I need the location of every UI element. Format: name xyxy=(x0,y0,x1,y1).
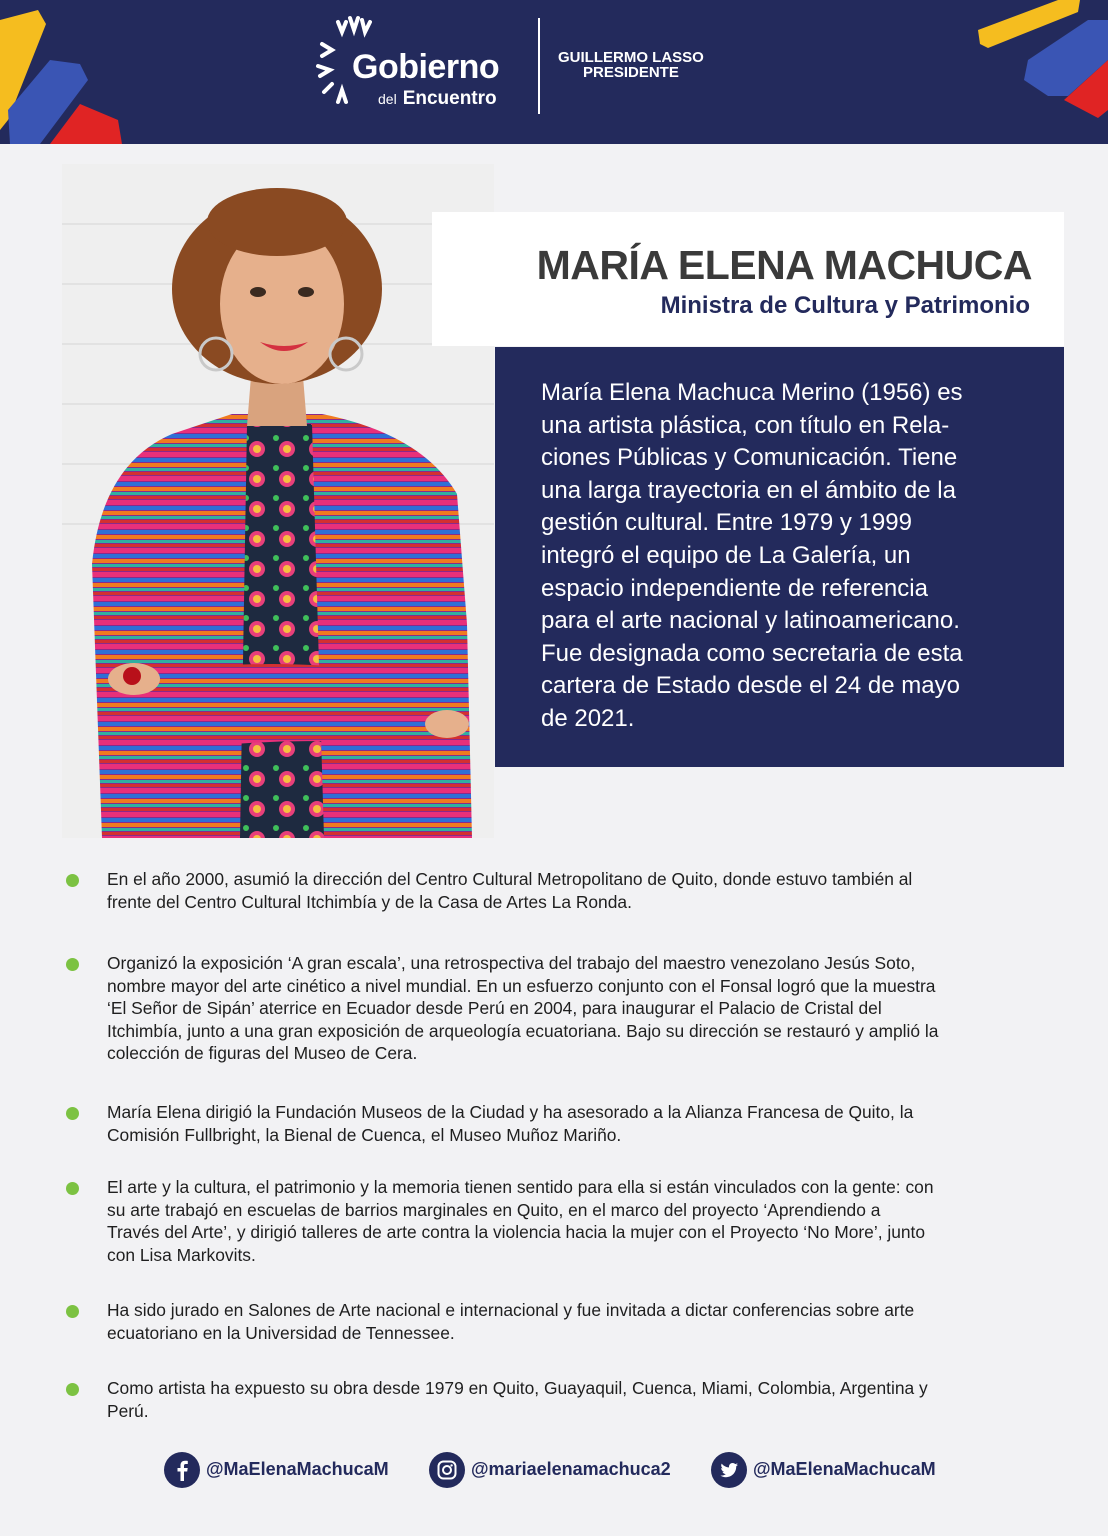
portrait-illustration xyxy=(62,164,494,838)
portrait-photo xyxy=(62,164,494,838)
bullet-line: Organizó la exposición ‘A gran escala’, una retrospectiva del trabajo del maestro venezolano Jesús Soto, xyxy=(107,953,916,973)
facebook-handle[interactable]: @MaElenaMachucaM xyxy=(206,1459,389,1479)
bullet-dot xyxy=(66,1383,79,1396)
president-role: PRESIDENTE xyxy=(582,64,679,81)
bullet-text xyxy=(107,1377,1067,1422)
bio-line: ciones Públicas y Comunicación. Tiene xyxy=(541,444,958,472)
bullet-line: su arte trabajó en escuelas de barrios marginales en Quito, en el marco del proyecto ‘Aprendiendo a xyxy=(107,1199,881,1220)
instagram-icon[interactable] xyxy=(429,1452,465,1488)
facebook-icon[interactable] xyxy=(164,1452,200,1488)
bullet-line: Como artista ha expuesto su obra desde 1979 en Quito, Guayaquil, Cuenca, Miami, Colombia, Argentina y xyxy=(107,1378,928,1398)
bullet-line: nombre mayor del arte cinético a nivel mundial. En un esfuerzo conjunto con el Fonsal logró que la muestra xyxy=(107,975,936,996)
logo-subtitle xyxy=(378,88,497,110)
bio-line: una larga trayectoria en el ámbito de la xyxy=(541,476,956,504)
logo-subtitle-main: Encuentro xyxy=(402,88,497,109)
president-label xyxy=(558,50,704,80)
bullet-line: con Lisa Markovits. xyxy=(107,1244,256,1265)
bio-line: gestión cultural. Entre 1979 y 1999 xyxy=(541,509,912,537)
decorative-shapes-left xyxy=(0,0,130,144)
bullet-text xyxy=(107,1101,1067,1146)
twitter-icon[interactable] xyxy=(711,1452,747,1488)
bullet-dot xyxy=(66,1182,79,1195)
header-banner xyxy=(0,0,1108,144)
bio-line: de 2021. xyxy=(541,704,635,732)
bullet-text xyxy=(107,952,1067,1065)
bullet-line: María Elena dirigió la Fundación Museos de la Ciudad y ha asesorado a la Alianza Francesa de Quito, la xyxy=(107,1102,914,1122)
bio-line: Fue designada como secretaria de esta xyxy=(541,639,963,667)
bullet-line: El arte y la cultura, el patrimonio y la memoria tienen sentido para ella si están vinculados con la gente: con xyxy=(107,1177,934,1197)
logo-title: Gobierno xyxy=(352,48,500,86)
bio-line: para el arte nacional y latinoamericano. xyxy=(541,607,960,635)
twitter-handle[interactable]: @MaElenaMachucaM xyxy=(753,1459,936,1479)
bullet-line: colección de figuras del Museo de Cera. xyxy=(107,1043,418,1064)
bullet-line: Itchimbía, junto a una gran exposición de arqueología ecuatoriana. Bajo su dirección se restauró y amplió la xyxy=(107,1020,939,1041)
government-logo xyxy=(312,14,732,124)
bullet-line: En el año 2000, asumió la dirección del Centro Cultural Metropolitano de Quito, donde estuvo también al xyxy=(107,869,913,889)
bullet-line: ecuatoriano en la Universidad de Tennessee. xyxy=(107,1322,455,1343)
person-role: Ministra de Cultura y Patrimonio xyxy=(660,292,1030,319)
bullet-line: Través del Arte’, y dirigió talleres de arte contra la violencia hacia la mujer con el Proyecto ‘No More’, junto xyxy=(107,1222,926,1243)
instagram-handle[interactable]: @mariaelenamachuca2 xyxy=(471,1459,671,1479)
bullet-text xyxy=(107,1176,1067,1266)
bullet-dot xyxy=(66,958,79,971)
bullet-line: Ha sido jurado en Salones de Arte nacional e internacional y fue invitada a dictar conferencias sobre arte xyxy=(107,1300,915,1320)
name-card xyxy=(432,212,1064,346)
logo-divider xyxy=(538,18,540,114)
bio-line: integró el equipo de La Galería, un xyxy=(541,541,911,569)
person-name: MARÍA ELENA MACHUCA xyxy=(536,242,1032,288)
bullet-text xyxy=(107,1299,1067,1344)
logo-subtitle-small: del xyxy=(378,91,397,107)
decorative-shapes-right xyxy=(968,0,1108,144)
bio-text xyxy=(541,377,1041,736)
bio-line: espacio independiente de referencia xyxy=(541,574,928,602)
bullet-line: Perú. xyxy=(107,1400,149,1421)
bullet-text xyxy=(107,868,1067,913)
bullet-line: Comisión Fullbright, la Bienal de Cuenca, el Museo Muñoz Mariño. xyxy=(107,1124,622,1145)
president-name: GUILLERMO LASSO xyxy=(558,49,704,66)
bullet-dot xyxy=(66,874,79,887)
bullet-line: frente del Centro Cultural Itchimbía y de la Casa de Artes La Ronda. xyxy=(107,891,632,912)
bullet-line: ‘El Señor de Sipán’ aterrice en Ecuador desde Perú en 2004, para inaugurar el Palacio de Cristal del xyxy=(107,998,882,1019)
bio-line: una artista plástica, con título en Rela- xyxy=(541,411,950,439)
bio-line: María Elena Machuca Merino (1956) es xyxy=(541,379,963,406)
bio-box xyxy=(495,347,1064,767)
bullet-dot xyxy=(66,1107,79,1120)
bullet-dot xyxy=(66,1305,79,1318)
bio-line: cartera de Estado desde el 24 de mayo xyxy=(541,672,960,700)
